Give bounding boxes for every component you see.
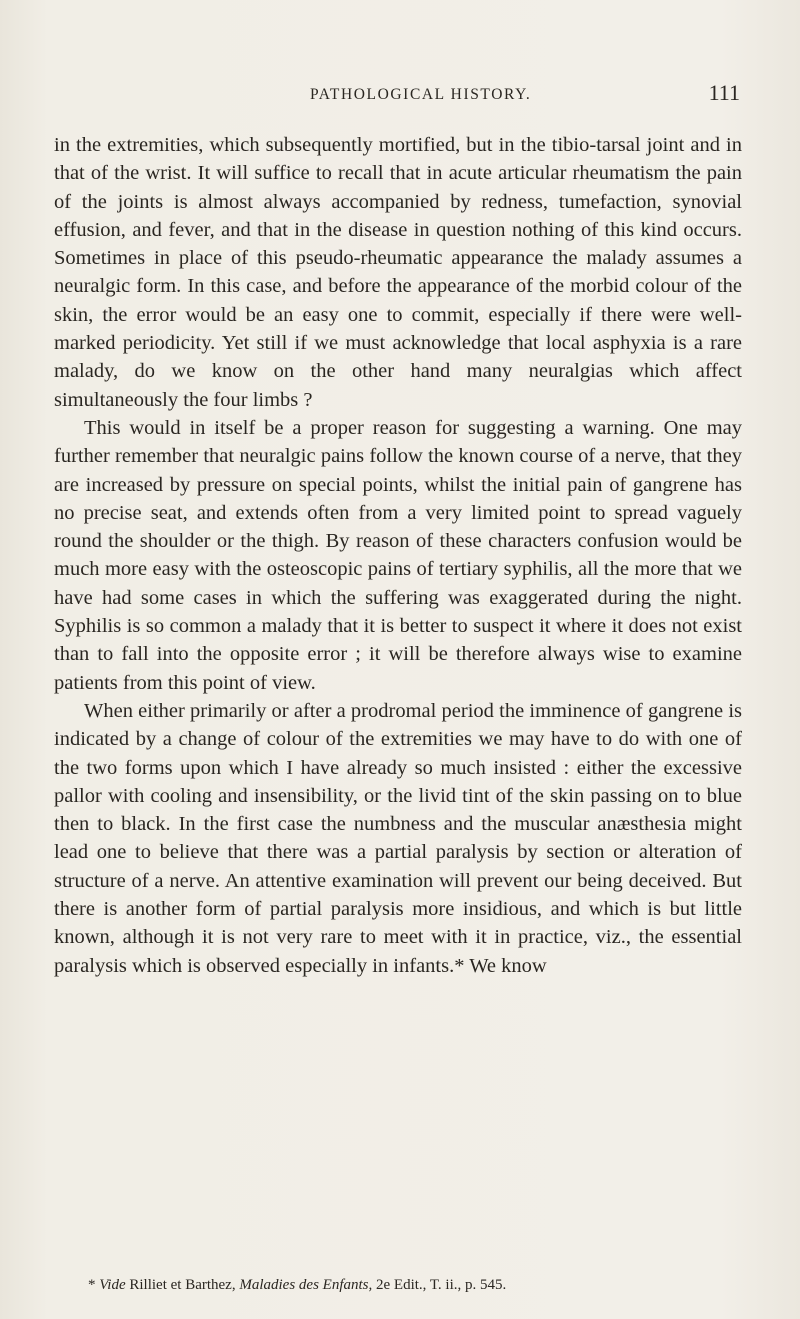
footnote-authors: Rilliet et Barthez, [129, 1277, 236, 1293]
paragraph-1: in the extremities, which subsequently mortified, but in the tibio-tarsal joint and in that of the wrist. It will suffice to recall that in acute articular rheumatism the pain of the joints is almost always accompanied by redness, tumefaction, synovial effusion, and fever, and that in the disease in question nothing of this kind occurs. Sometimes in place of this pseudo-rheumatic appearance the malady assumes a neuralgic form. In this case, and before the appearance of the morbid colour of the skin, the error would be an easy one to commit, especially if there were well-marked periodicity. Yet still if we must acknowledge that local asphyxia is a rare malady, do we know on the other hand many neuralgias which affect simultaneously the four limbs ? [54, 134, 742, 411]
footnote [88, 1275, 748, 1295]
running-head: PATHOLOGICAL HISTORY. [310, 86, 532, 103]
body-text [54, 131, 742, 980]
paragraph-3: When either primarily or after a prodromal period the imminence of gangrene is indicated by a change of colour of the extremities we may have to do with one of the two forms upon which I have already so much insisted : either the excessive pallor with cooling and insensibility, or the livid tint of the skin passing on to blue then to black. In the first case the numbness and the muscular anæsthesia might lead one to believe that there was a partial paralysis by section or alteration of structure of a nerve. An attentive examination will prevent our being deceived. But there is another form of partial paralysis more insidious, and which is but little known, although it is not very rare to meet with it in practice, viz., the essential paralysis which is observed especially in infants.* We know [54, 699, 742, 977]
footnote-vide: Vide [99, 1277, 126, 1293]
footnote-marker: * [88, 1277, 96, 1293]
footnote-title: Maladies des Enfants, [239, 1277, 373, 1293]
page-number: 111 [708, 80, 740, 105]
footnote-edition: 2e Edit., T. ii., p. 545. [376, 1277, 507, 1293]
page-header [54, 80, 740, 116]
paragraph-2: This would in itself be a proper reason for suggesting a warning. One may further remember that neuralgic pains follow the known course of a nerve, that they are increased by pressure on special points, whilst the initial pain of gangrene has no precise seat, and extends often from a very limited point to spread vaguely round the shoulder or the thigh. By reason of these characters confusion would be much more easy with the osteoscopic pains of tertiary syphilis, all the more that we have had some cases in which the suffering was exaggerated during the night. Syphilis is so common a malady that it is better to suspect it where it does not exist than to fall into the opposite error ; it will be therefore always wise to examine patients from this point of view. [54, 416, 742, 694]
